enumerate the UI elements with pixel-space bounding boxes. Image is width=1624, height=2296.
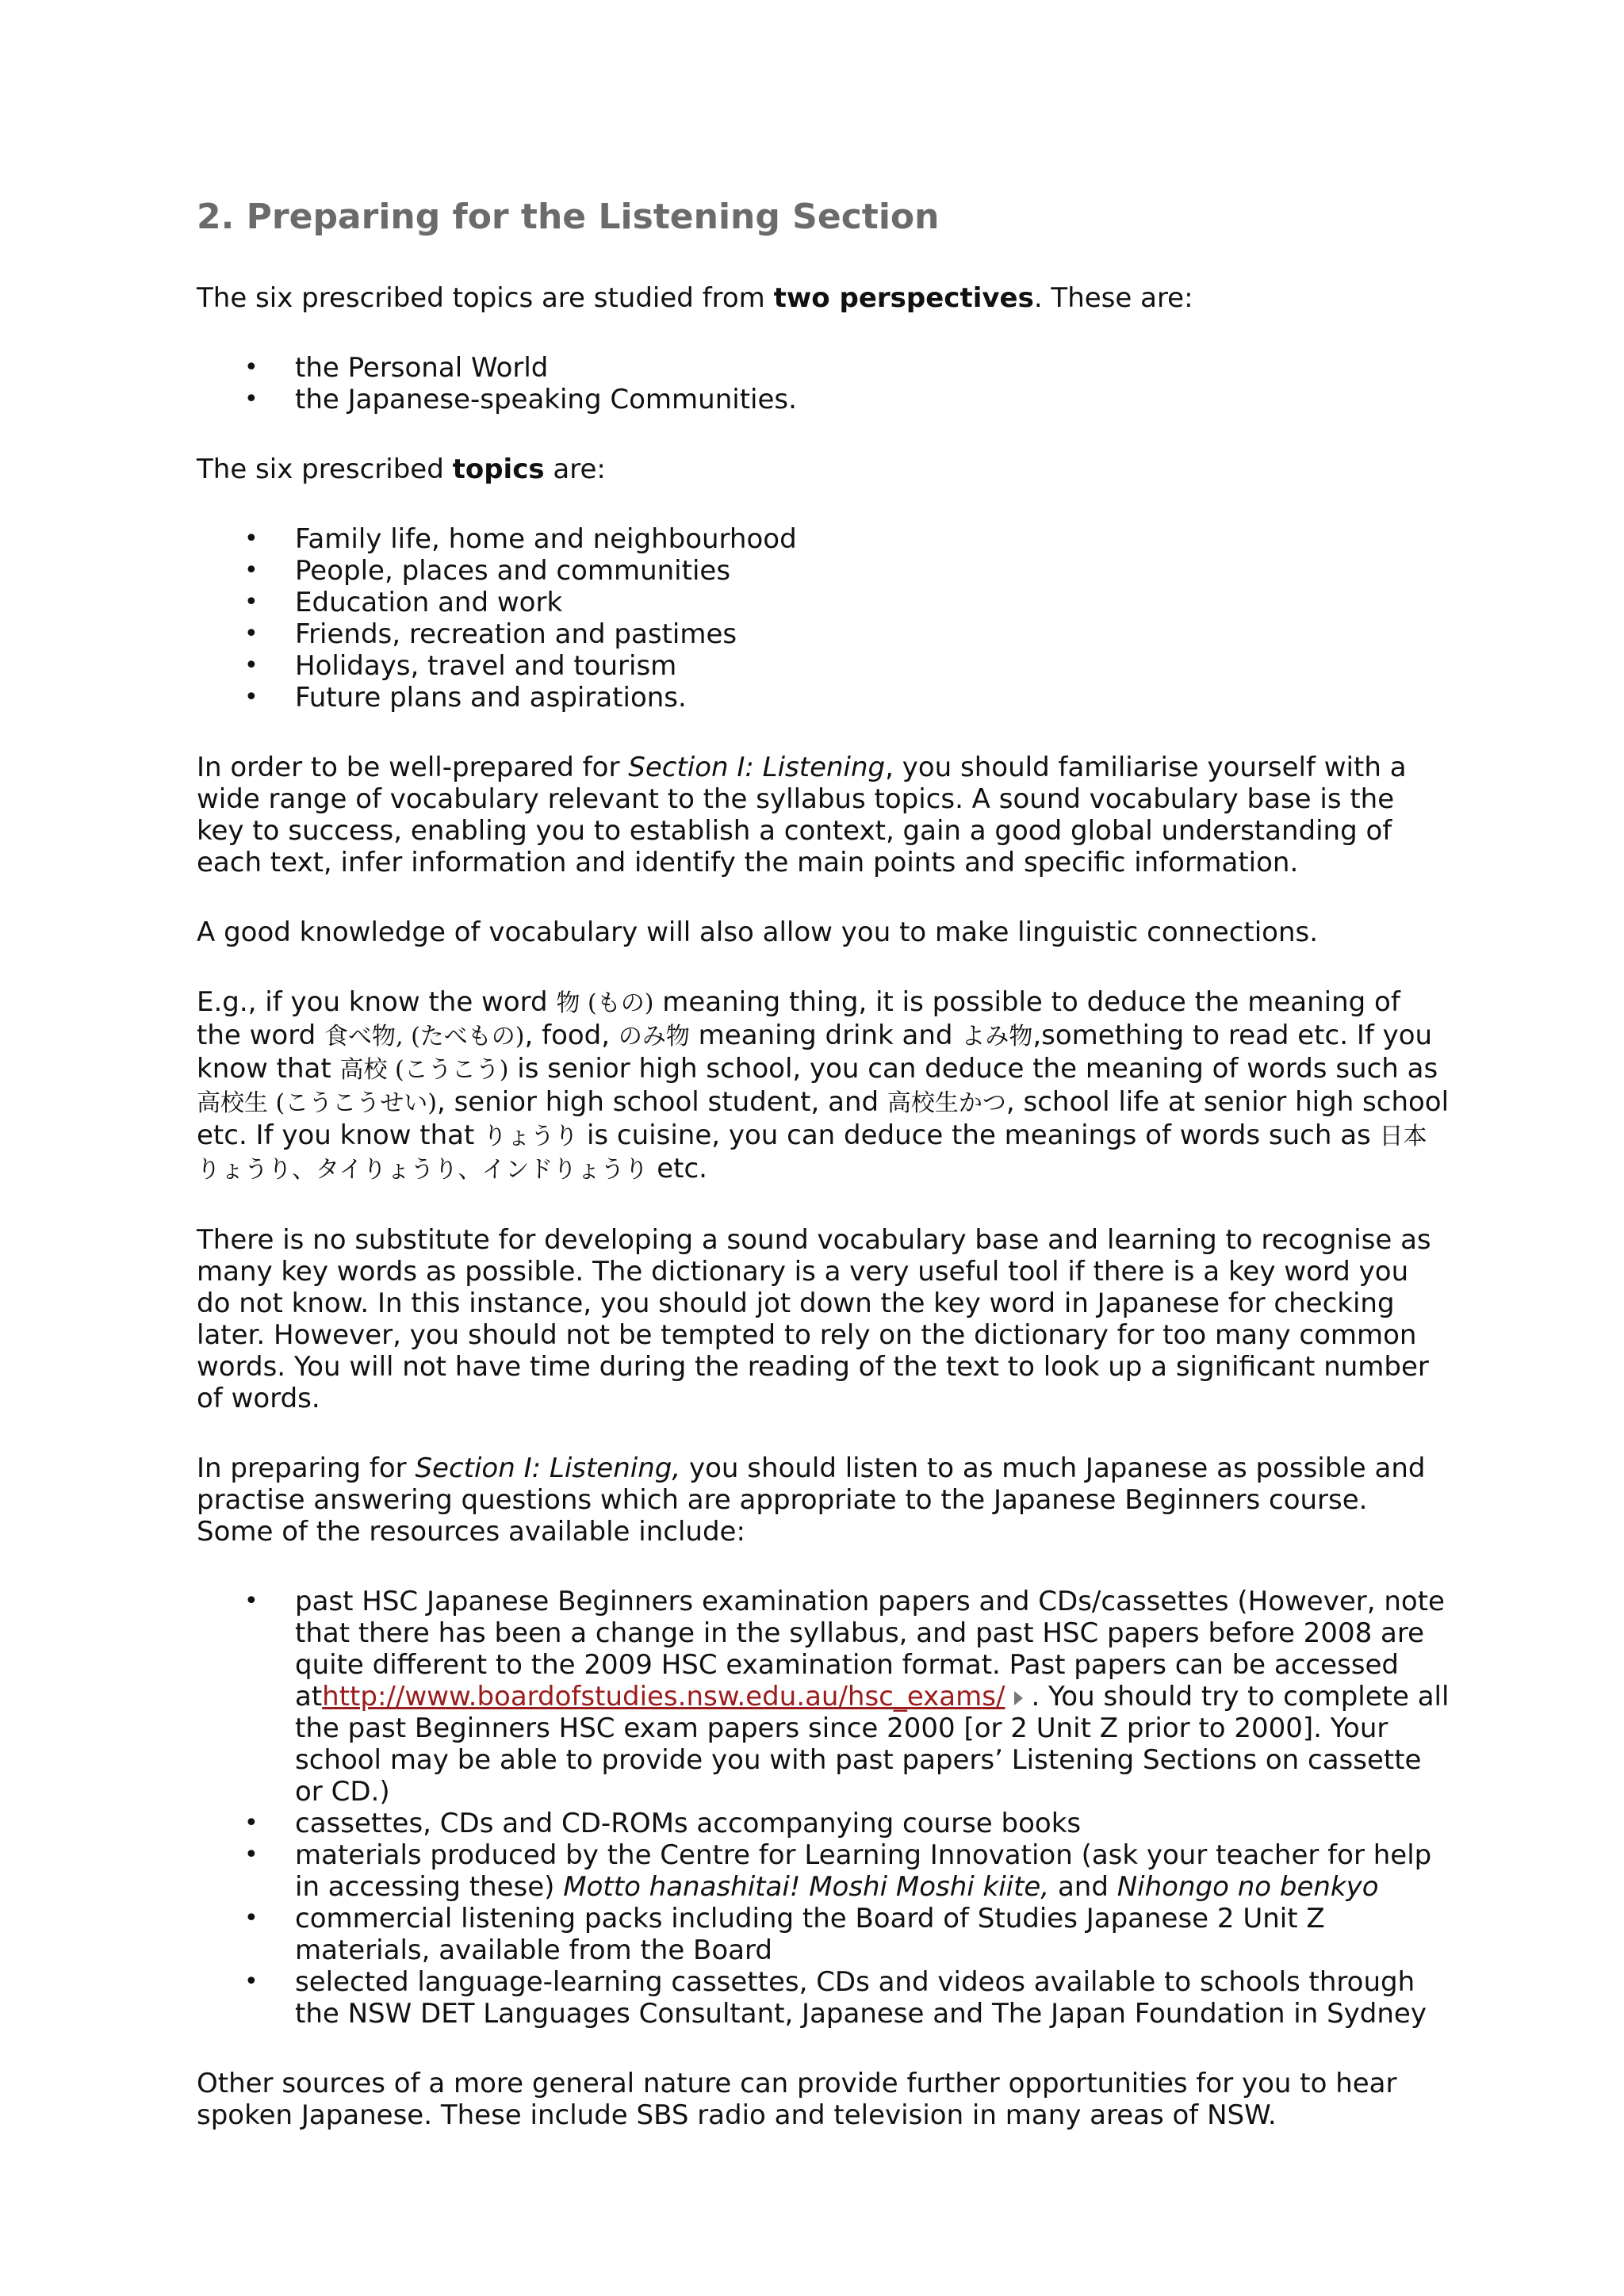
topics-intro-after: are: (544, 453, 606, 485)
perspectives-intro-bold: two perspectives (773, 282, 1034, 314)
past-papers-link[interactable]: http://www.boardofstudies.nsw.edu.au/hsc_exams/ (322, 1681, 1005, 1712)
example-text: is cuisine, you can deduce the meanings of words such as (578, 1119, 1380, 1151)
list-item: • commercial listening packs including the Board of Studies Japanese 2 Unit Z materials, available from the Board (197, 1903, 1450, 1966)
topics-intro (197, 453, 1450, 485)
play-arrow-icon (1014, 1691, 1023, 1705)
japanese-word: りょうり (483, 1123, 579, 1150)
dictionary-paragraph: There is no substitute for developing a sound vocabulary base and learning to recognise as many key words as possible. The dictionary is a very useful tool if there is a key word you do not know. In this instance, you should jot down the key word in Japanese for checking later. However, you should not be tempted to rely on the dictionary for too many common words. You will not have time during the reading of the text to look up a significant number of words. (197, 1224, 1431, 1414)
other-sources-paragraph: Other sources of a more general nature can provide further opportunities for you to hear spoken Japanese. These include SBS radio and television in many areas of NSW. (197, 2068, 1397, 2131)
resource-text: and (1049, 1871, 1117, 1903)
listening-preparation-paragraph (197, 1452, 1450, 1548)
example-text: meaning drink and (689, 1020, 962, 1051)
list-item: • Family life, home and neighbourhood (197, 523, 1450, 555)
topics-intro-before: The six prescribed (197, 453, 453, 485)
vocabulary-paragraph-before: In order to be well-prepared for (197, 752, 629, 783)
japanese-word: よみ物 (961, 1023, 1033, 1050)
resource-title: Nihongo no benkyo (1116, 1871, 1379, 1903)
example-text: , school life at senior high school etc. If you know that (197, 1086, 1450, 1151)
resources-list (197, 1586, 1450, 2030)
list-item: • cassettes, CDs and CD-ROMs accompanying course books (197, 1808, 1450, 1839)
list-item: • the Japanese-speaking Communities. (197, 384, 1450, 415)
list-item (197, 1839, 1450, 1903)
listening-preparation-italic: Section I: Listening, (415, 1452, 681, 1484)
perspectives-list (197, 352, 1450, 415)
example-text: , senior high school student, and (436, 1086, 887, 1118)
japanese-word: 日本りょうり、タイりょうり、インドりょうり (197, 1123, 1427, 1184)
list-item (197, 1586, 1450, 1808)
example-text: is senior high school, you can deduce the meaning of words such as (508, 1053, 1438, 1085)
example-text: meaning thing, it is possible to deduce the meaning of the word (197, 986, 1400, 1051)
japanese-word: 食べ物, (たべもの) (324, 1023, 525, 1050)
example-text: ,something to read etc. If you know that (197, 1020, 1433, 1085)
list-item: • the Personal World (197, 352, 1450, 384)
list-item: • Holidays, travel and tourism (197, 650, 1450, 682)
section-heading: 2. Preparing for the Listening Section (197, 197, 940, 237)
topics-list (197, 523, 1450, 714)
list-item: • selected language-learning cassettes, CDs and videos available to schools through the NSW DET Languages Consultant, Japanese and The Japan Foundation in Sydney (197, 1966, 1450, 2030)
example-paragraph (197, 986, 1450, 1186)
perspectives-intro-before: The six prescribed topics are studied from (197, 282, 774, 314)
japanese-word: のみ物 (618, 1023, 690, 1050)
example-text: etc. (648, 1153, 707, 1184)
perspectives-intro-after: . These are: (1033, 282, 1193, 314)
list-item: • Future plans and aspirations. (197, 682, 1450, 714)
resource-text: materials produced by the Centre for Learning Innovation (ask your teacher for help in accessing these) (295, 1839, 1432, 1903)
vocabulary-paragraph-after: , you should familiarise yourself with a wide range of vocabulary relevant to the syllabus topics. A sound vocabulary base is the key to success, enabling you to establish a context, gain a good global understanding of each text, infer information and identify the main points and specific information. (197, 752, 1407, 878)
document-page (197, 193, 1450, 2169)
resource-text: . You should try to complete all the past Beginners HSC exam papers since 2000 [or 2 Unit Z prior to 2000]. Your school may be able to provide you with past papers’ Listening Sections on cassette or CD.) (295, 1681, 1450, 1808)
list-item: • Education and work (197, 587, 1450, 618)
list-item: • Friends, recreation and pastimes (197, 618, 1450, 650)
listening-preparation-after: you should listen to as much Japanese as possible and practise answering questions which are appropriate to the Japanese Beginners course. Some of the resources available include: (197, 1452, 1426, 1548)
vocabulary-paragraph-italic: Section I: Listening (628, 752, 886, 783)
perspectives-intro (197, 282, 1450, 314)
linguistic-connections-paragraph: A good knowledge of vocabulary will also allow you to make linguistic connections. (197, 916, 1319, 948)
topics-intro-bold: topics (452, 453, 545, 485)
resource-text: past HSC Japanese Beginners examination papers and CDs/cassettes (However, note that there has been a change in the syllabus, and past HSC papers before 2008 are quite different to the 2009 HSC examination format. Past papers can be accessed at (295, 1586, 1445, 1712)
listening-preparation-before: In preparing for (197, 1452, 416, 1484)
example-text: , food, (524, 1020, 619, 1051)
example-text: E.g., if you know the word (197, 986, 557, 1018)
japanese-word: 高校 (こうこう) (339, 1056, 509, 1084)
list-item: • People, places and communities (197, 555, 1450, 587)
resource-title: Motto hanashitai! Moshi Moshi kiite, (563, 1871, 1050, 1903)
japanese-word: 高校生かつ (887, 1089, 1006, 1117)
vocabulary-paragraph (197, 752, 1450, 878)
japanese-word: 物 (もの) (556, 989, 654, 1017)
japanese-word: 高校生 (こうこうせい) (197, 1089, 437, 1117)
